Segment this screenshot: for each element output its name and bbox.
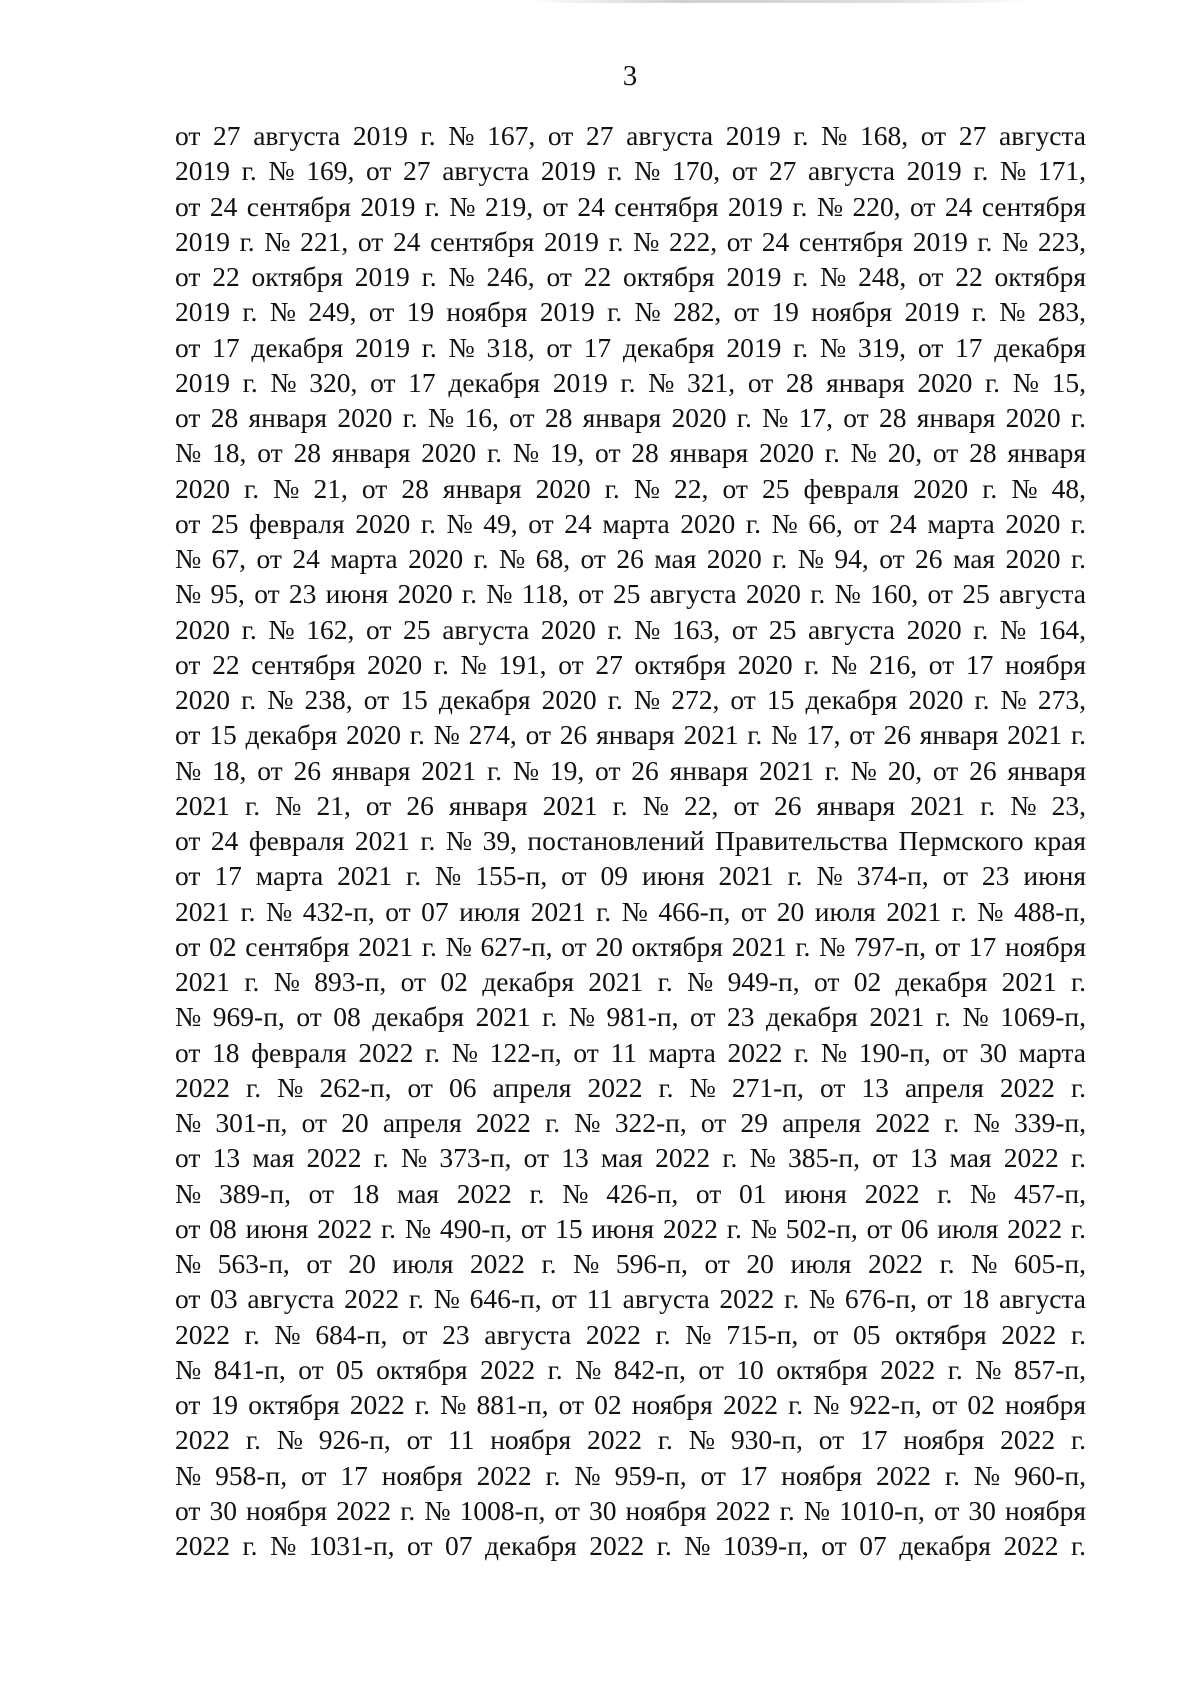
text-line: № 18, от 26 января 2021 г. № 19, от 26 января 2021 г. № 20, от 26 января (175, 754, 1086, 786)
text-line: от 30 ноября 2022 г. № 1008-п, от 30 ноября 2022 г. № 1010-п, от 30 ноября (175, 1494, 1086, 1526)
text-line: № 563-п, от 20 июля 2022 г. № 596-п, от 20 июля 2022 г. № 605-п, (175, 1248, 1086, 1279)
text-line: 2021 г. № 432-п, от 07 июля 2021 г. № 466-п, от 20 июля 2021 г. № 488-п, (175, 895, 1086, 927)
text-line: 2021 г. № 21, от 26 января 2021 г. № 22, от 26 января 2021 г. № 23, (175, 789, 1086, 821)
text-line: 2022 г. № 926-п, от 11 ноября 2022 г. № 930-п, от 17 ноября 2022 г. (175, 1424, 1086, 1456)
text-line: 2019 г. № 249, от 19 ноября 2019 г. № 282, от 19 ноября 2019 г. № 283, (175, 296, 1086, 328)
text-line: от 25 февраля 2020 г. № 49, от 24 марта 2020 г. № 66, от 24 марта 2020 г. (175, 507, 1086, 539)
text-line: 2022 г. № 684-п, от 23 августа 2022 г. № 715-п, от 05 октября 2022 г. (175, 1318, 1086, 1350)
text-line: № 95, от 23 июня 2020 г. № 118, от 25 августа 2020 г. № 160, от 25 августа (175, 578, 1086, 610)
document-body-text (175, 118, 1086, 1563)
text-line: от 17 марта 2021 г. № 155-п, от 09 июня 2021 г. № 374-п, от 23 июня (175, 860, 1086, 892)
text-line: 2020 г. № 162, от 25 августа 2020 г. № 163, от 25 августа 2020 г. № 164, (175, 613, 1086, 645)
text-line: 2022 г. № 262-п, от 06 апреля 2022 г. № 271-п, от 13 апреля 2022 г. (175, 1071, 1086, 1103)
text-line: 2020 г. № 238, от 15 декабря 2020 г. № 272, от 15 декабря 2020 г. № 273, (175, 684, 1086, 715)
text-line: от 15 декабря 2020 г. № 274, от 26 января 2021 г. № 17, от 26 января 2021 г. (175, 719, 1086, 751)
text-line: № 301-п, от 20 апреля 2022 г. № 322-п, от 29 апреля 2022 г. № 339-п, (175, 1107, 1086, 1138)
text-line: 2022 г. № 1031-п, от 07 декабря 2022 г. № 1039-п, от 07 декабря 2022 г. (175, 1530, 1086, 1561)
text-line: № 18, от 28 января 2020 г. № 19, от 28 января 2020 г. № 20, от 28 января (175, 437, 1086, 469)
text-line: от 17 декабря 2019 г. № 318, от 17 декабря 2019 г. № 319, от 17 декабря (175, 331, 1086, 363)
text-line: 2021 г. № 893-п, от 02 декабря 2021 г. № 949-п, от 02 декабря 2021 г. (175, 966, 1086, 997)
text-line: от 22 октября 2019 г. № 246, от 22 октября 2019 г. № 248, от 22 октября (175, 261, 1086, 292)
text-line: 2019 г. № 320, от 17 декабря 2019 г. № 321, от 28 января 2020 г. № 15, (175, 366, 1086, 398)
text-line: № 389-п, от 18 мая 2022 г. № 426-п, от 01 июня 2022 г. № 457-п, (175, 1177, 1086, 1209)
page-number: 3 (622, 60, 638, 92)
text-line: от 13 мая 2022 г. № 373-п, от 13 мая 2022 г. № 385-п, от 13 мая 2022 г. (175, 1142, 1086, 1174)
text-line: № 958-п, от 17 ноября 2022 г. № 959-п, от 17 ноября 2022 г. № 960-п, (175, 1459, 1086, 1491)
text-line: от 24 февраля 2021 г. № 39, постановлений Правительства Пермского края (175, 825, 1086, 856)
scan-edge-artifact (530, 0, 1030, 3)
text-line: от 24 сентября 2019 г. № 219, от 24 сентября 2019 г. № 220, от 24 сентября (175, 190, 1086, 222)
text-line: № 67, от 24 марта 2020 г. № 68, от 26 мая 2020 г. № 94, от 26 мая 2020 г. (175, 543, 1086, 574)
text-line: 2020 г. № 21, от 28 января 2020 г. № 22, от 25 февраля 2020 г. № 48, (175, 472, 1086, 504)
text-line: от 02 сентября 2021 г. № 627-п, от 20 октября 2021 г. № 797-п, от 17 ноября (175, 930, 1086, 962)
text-line: от 28 января 2020 г. № 16, от 28 января 2020 г. № 17, от 28 января 2020 г. (175, 402, 1086, 433)
text-line: № 841-п, от 05 октября 2022 г. № 842-п, от 10 октября 2022 г. № 857-п, (175, 1353, 1086, 1385)
text-line: от 27 августа 2019 г. № 167, от 27 августа 2019 г. № 168, от 27 августа (175, 120, 1086, 151)
text-line: № 969-п, от 08 декабря 2021 г. № 981-п, от 23 декабря 2021 г. № 1069-п, (175, 1001, 1086, 1033)
text-line: от 19 октября 2022 г. № 881-п, от 02 ноября 2022 г. № 922-п, от 02 ноября (175, 1389, 1086, 1420)
text-line: от 18 февраля 2022 г. № 122-п, от 11 марта 2022 г. № 190-п, от 30 марта (175, 1036, 1086, 1068)
text-line: 2019 г. № 169, от 27 августа 2019 г. № 170, от 27 августа 2019 г. № 171, (175, 155, 1086, 187)
text-line: от 08 июня 2022 г. № 490-п, от 15 июня 2022 г. № 502-п, от 06 июля 2022 г. (175, 1212, 1086, 1244)
text-line: 2019 г. № 221, от 24 сентября 2019 г. № 222, от 24 сентября 2019 г. № 223, (175, 225, 1086, 257)
text-line: от 03 августа 2022 г. № 646-п, от 11 августа 2022 г. № 676-п, от 18 августа (175, 1283, 1086, 1315)
text-line: от 22 сентября 2020 г. № 191, от 27 октября 2020 г. № 216, от 17 ноября (175, 648, 1086, 680)
